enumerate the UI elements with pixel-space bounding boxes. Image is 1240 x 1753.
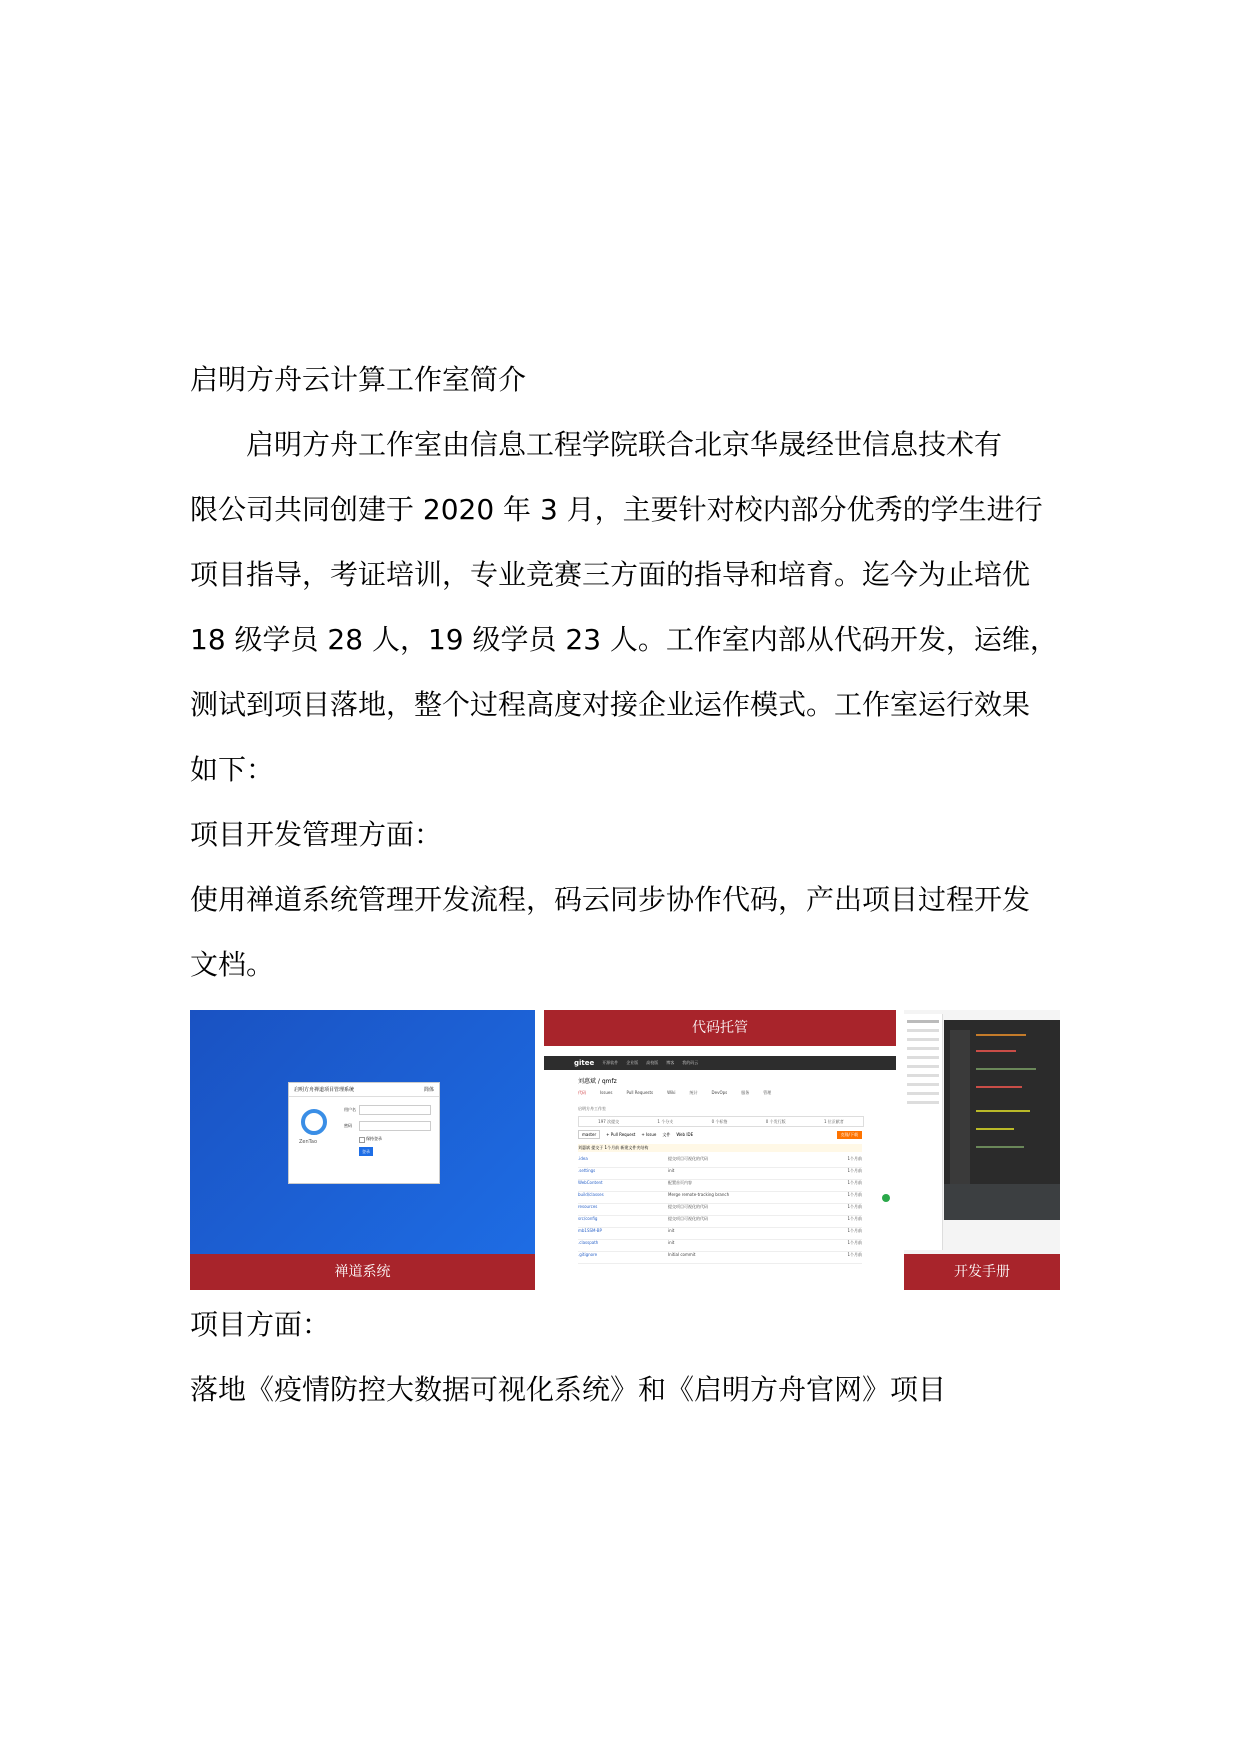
gitee-tab-manage[interactable]: 管理 bbox=[763, 1090, 772, 1095]
ide-editor bbox=[944, 1020, 1060, 1220]
gitee-stats-bar bbox=[578, 1116, 864, 1127]
gitee-tab-wiki[interactable]: Wiki bbox=[667, 1090, 676, 1095]
file-row[interactable]: src/config 提交项目可视化的代码 1个月前 bbox=[578, 1216, 862, 1228]
zentao-lang-select[interactable]: 简体 bbox=[423, 1087, 434, 1093]
gitee-header bbox=[544, 1056, 896, 1070]
file-row[interactable]: .settings init 1个月前 bbox=[578, 1168, 862, 1180]
zentao-panel bbox=[190, 1010, 535, 1290]
gitee-tab-prs[interactable]: Pull Requests bbox=[626, 1090, 654, 1095]
section1-text-line-2: 文档。 bbox=[190, 948, 275, 981]
gitee-tab-issues[interactable]: Issues bbox=[600, 1090, 613, 1095]
zentao-logo-text: ZenTao bbox=[299, 1139, 318, 1145]
devmanual-sidebar bbox=[904, 1014, 943, 1250]
document-title: 启明方舟云计算工作室简介 bbox=[190, 363, 527, 396]
paragraph-line-3: 项目指导，考证培训，专业竞赛三方面的指导和培育。迄今为止培优 bbox=[190, 558, 1031, 591]
zentao-remember-checkbox[interactable] bbox=[359, 1137, 365, 1143]
gitee-nav-2[interactable]: 企业版 bbox=[626, 1060, 639, 1065]
gitee-tabs bbox=[578, 1090, 771, 1096]
zentao-user-input[interactable] bbox=[359, 1105, 431, 1115]
gitee-float-icon[interactable] bbox=[882, 1194, 890, 1202]
gitee-logo: gitee bbox=[574, 1059, 595, 1067]
file-row[interactable]: WebContent 配置首页内容 1个月前 bbox=[578, 1180, 862, 1192]
gitee-pr-button[interactable]: + Pull Request bbox=[606, 1132, 636, 1137]
section1-heading: 项目开发管理方面： bbox=[190, 818, 443, 851]
gitee-panel bbox=[544, 1010, 896, 1290]
devmanual-panel bbox=[904, 1010, 1060, 1290]
file-row[interactable]: resources 提交项目可视化的代码 1个月前 bbox=[578, 1204, 862, 1216]
gitee-nav-3[interactable]: 高校版 bbox=[646, 1060, 659, 1065]
gitee-commit-bar: 刘惠斌 提交于 1个月前 新建文件夹结构 bbox=[578, 1144, 862, 1152]
zentao-remember-label: 保持登录 bbox=[366, 1136, 382, 1141]
gitee-nav-5[interactable]: 我的码云 bbox=[682, 1060, 699, 1065]
gitee-stat-tags[interactable]: 0 个标签 bbox=[711, 1119, 728, 1124]
gitee-tab-services[interactable]: 服务 bbox=[741, 1090, 750, 1095]
section2-heading: 项目方面： bbox=[190, 1308, 331, 1341]
gitee-stat-releases[interactable]: 0 个发行版 bbox=[765, 1119, 786, 1124]
gitee-nav-1[interactable]: 开源软件 bbox=[602, 1060, 619, 1065]
paragraph-line-5: 测试到项目落地，整个过程高度对接企业运作模式。工作室运行效果 bbox=[190, 688, 1031, 721]
gitee-file-button[interactable]: 文件 bbox=[662, 1131, 671, 1137]
zentao-caption: 禅道系统 bbox=[190, 1254, 535, 1290]
gitee-stat-branches[interactable]: 1 个分支 bbox=[657, 1119, 674, 1124]
gitee-subtitle: 启明方舟工作室 bbox=[578, 1106, 606, 1111]
gitee-stat-contributors[interactable]: 1 位贡献者 bbox=[823, 1119, 844, 1124]
paragraph-line-4: 18 级学员 28 人，19 级学员 23 人。工作室内部从代码开发，运维， bbox=[190, 623, 1058, 656]
paragraph-line-1: 启明方舟工作室由信息工程学院联合北京华晟经世信息技术有 bbox=[246, 428, 1003, 461]
gitee-webide-button[interactable]: Web IDE bbox=[676, 1132, 694, 1137]
section1-text-line-1: 使用禅道系统管理开发流程，码云同步协作代码，产出项目过程开发 bbox=[190, 883, 1031, 916]
file-row[interactable]: .classpath init 1个月前 bbox=[578, 1240, 862, 1252]
zentao-login-button[interactable]: 登录 bbox=[359, 1147, 373, 1156]
gitee-tab-devops[interactable]: DevOps bbox=[711, 1090, 728, 1095]
file-row[interactable]: .gitignore Initial commit 1个月前 bbox=[578, 1252, 862, 1264]
zentao-user-label: 用户名 bbox=[344, 1107, 356, 1112]
zentao-logo-icon bbox=[301, 1109, 327, 1135]
gitee-tab-code[interactable]: 代码 bbox=[578, 1090, 586, 1095]
devmanual-caption: 开发手册 bbox=[904, 1254, 1060, 1290]
zentao-pass-label: 密码 bbox=[344, 1123, 352, 1128]
gitee-stat-commits[interactable]: 197 次提交 bbox=[598, 1119, 620, 1124]
gitee-file-list bbox=[578, 1156, 862, 1264]
zentao-login-box bbox=[288, 1082, 440, 1184]
gitee-repo-title[interactable]: 刘惠斌 / qmfz bbox=[578, 1078, 617, 1085]
paragraph-line-6: 如下： bbox=[190, 753, 275, 786]
file-row[interactable]: .idea 提交项目可视化的代码 1个月前 bbox=[578, 1156, 862, 1168]
project-tools-figure bbox=[190, 1010, 1060, 1290]
file-row[interactable]: build/classes Merge remote-tracking branch 1个月前 bbox=[578, 1192, 862, 1204]
paragraph-line-2: 限公司共同创建于 2020 年 3 月，主要针对校内部分优秀的学生进行 bbox=[190, 493, 1043, 526]
gitee-issue-button[interactable]: + Issue bbox=[641, 1132, 657, 1137]
zentao-login-title: 启明方舟禅道项目管理系统 bbox=[294, 1087, 355, 1093]
gitee-clone-button[interactable]: 克隆/下载 bbox=[837, 1131, 862, 1139]
gitee-branch-select[interactable]: master bbox=[578, 1130, 600, 1139]
gitee-tab-stats[interactable]: 统计 bbox=[689, 1090, 698, 1095]
gitee-nav-4[interactable]: 博客 bbox=[666, 1060, 675, 1065]
gitee-caption: 代码托管 bbox=[544, 1010, 896, 1046]
file-row[interactable]: mb1SSM-BP init 1个月前 bbox=[578, 1228, 862, 1240]
zentao-pass-input[interactable] bbox=[359, 1121, 431, 1131]
gitee-action-bar bbox=[578, 1130, 862, 1139]
section2-text: 落地《疫情防控大数据可视化系统》和《启明方舟官网》项目 bbox=[190, 1373, 947, 1406]
